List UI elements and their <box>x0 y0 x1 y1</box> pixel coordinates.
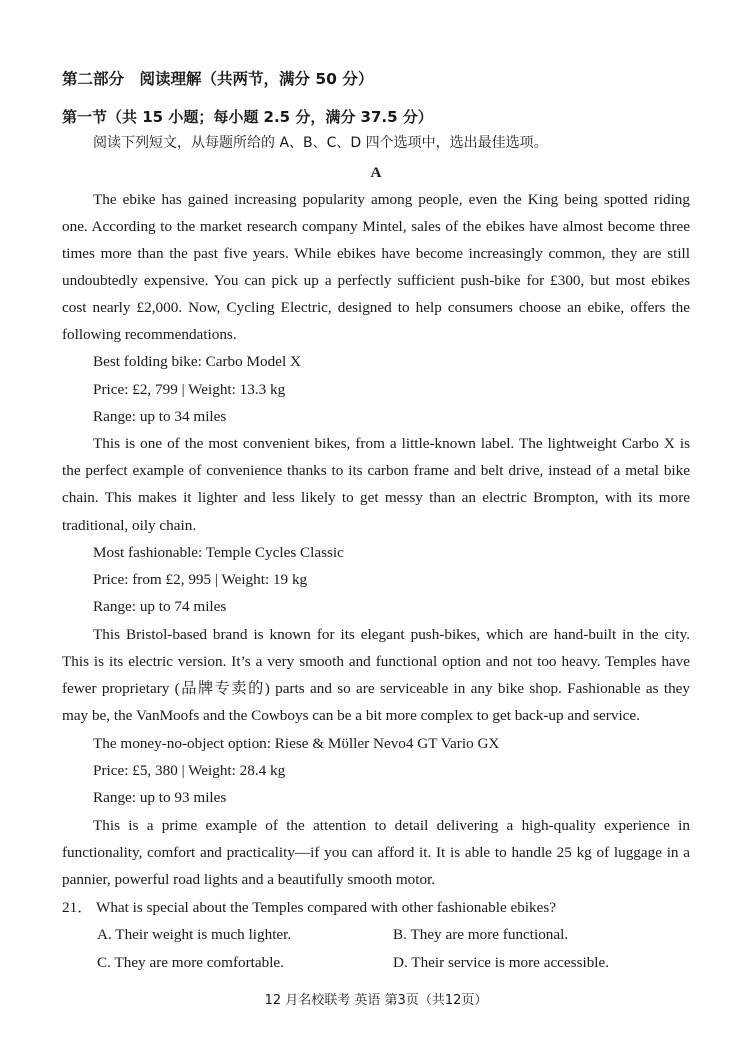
option-a: A. Their weight is much lighter. <box>97 926 292 943</box>
section-title: 第二部分 阅读理解（共两节，满分 50 分） <box>62 70 374 88</box>
bike-name: The money-no-object option: Riese & Mϋller Nevo4 GT Vario GX <box>93 735 500 752</box>
paragraph-line: fewer proprietary (品牌专卖的) parts and so are serviceable in any bike shop. Fashionable as they <box>62 680 690 697</box>
bike-range: Range: up to 74 miles <box>93 598 227 615</box>
option-d: D. Their service is more accessible. <box>393 954 610 971</box>
bike-price: Price: £2, 799 | Weight: 13.3 kg <box>93 381 286 398</box>
paragraph-line: cost nearly £2,000. Now, Cycling Electric, designed to help consumers choose an ebike, offers the <box>62 299 690 316</box>
paragraph-line: one. According to the market research company Mintel, sales of the ebikes have almost become three <box>62 218 690 235</box>
page-footer: 12 月名校联考 英语 第3页（共12页） <box>264 993 488 1008</box>
paragraph-line: pannier, powerful road lights and a beautifully smooth motor. <box>62 871 436 888</box>
bike-price: Price: from £2, 995 | Weight: 19 kg <box>93 571 308 588</box>
paragraph-line: This is a prime example of the attention to detail delivering a high-quality experience in <box>93 817 690 834</box>
paragraph-line: This is its electric version. It’s a very smooth and functional option and not too heavy. Temples have <box>62 653 690 670</box>
option-c: C. They are more comfortable. <box>97 954 284 971</box>
bike-price: Price: £5, 380 | Weight: 28.4 kg <box>93 762 286 779</box>
question-number: 21． <box>62 899 93 916</box>
section-subtitle: 第一节（共 15 小题；每小题 2.5 分，满分 37.5 分） <box>62 108 433 126</box>
paragraph-line: functionality, comfort and practicality—if you can afford it. It is able to handle 25 kg of luggage in a <box>62 844 690 861</box>
bike-range: Range: up to 93 miles <box>93 789 227 806</box>
paragraph-line: traditional, oily chain. <box>62 517 197 534</box>
paragraph-line: following recommendations. <box>62 326 237 343</box>
paragraph-line: The ebike has gained increasing popularity among people, even the King being spotted riding <box>93 191 690 208</box>
paragraph-line: the perfect example of convenience thanks to its carbon frame and belt drive, instead of a metal bike <box>62 462 690 479</box>
question-stem: What is special about the Temples compared with other fashionable ebikes? <box>96 899 557 916</box>
paragraph-line: undoubtedly expensive. You can pick up a perfectly sufficient push-bike for £300, but most ebikes <box>62 272 690 289</box>
bike-name: Best folding bike: Carbo Model X <box>93 353 301 370</box>
paragraph-line: chain. This makes it lighter and less likely to get messy than an electric Brompton, with its more <box>62 489 690 506</box>
instruction: 阅读下列短文，从每题所给的 A、B、C、D 四个选项中，选出最佳选项。 <box>93 135 548 151</box>
bike-name: Most fashionable: Temple Cycles Classic <box>93 544 344 561</box>
paragraph-line: times more than the past five years. While ebikes have become increasingly common, they are still <box>62 245 690 262</box>
bike-range: Range: up to 34 miles <box>93 408 227 425</box>
passage-label: A <box>370 164 382 181</box>
paragraph-line: may be, the VanMoofs and the Cowboys can be a bit more complex to get back-up and service. <box>62 707 640 724</box>
paragraph-line: This Bristol-based brand is known for its elegant push-bikes, which are hand-built in the city. <box>93 626 690 643</box>
paragraph-line: This is one of the most convenient bikes, from a little-known label. The lightweight Carbo X is <box>93 435 690 452</box>
option-b: B. They are more functional. <box>393 926 569 943</box>
